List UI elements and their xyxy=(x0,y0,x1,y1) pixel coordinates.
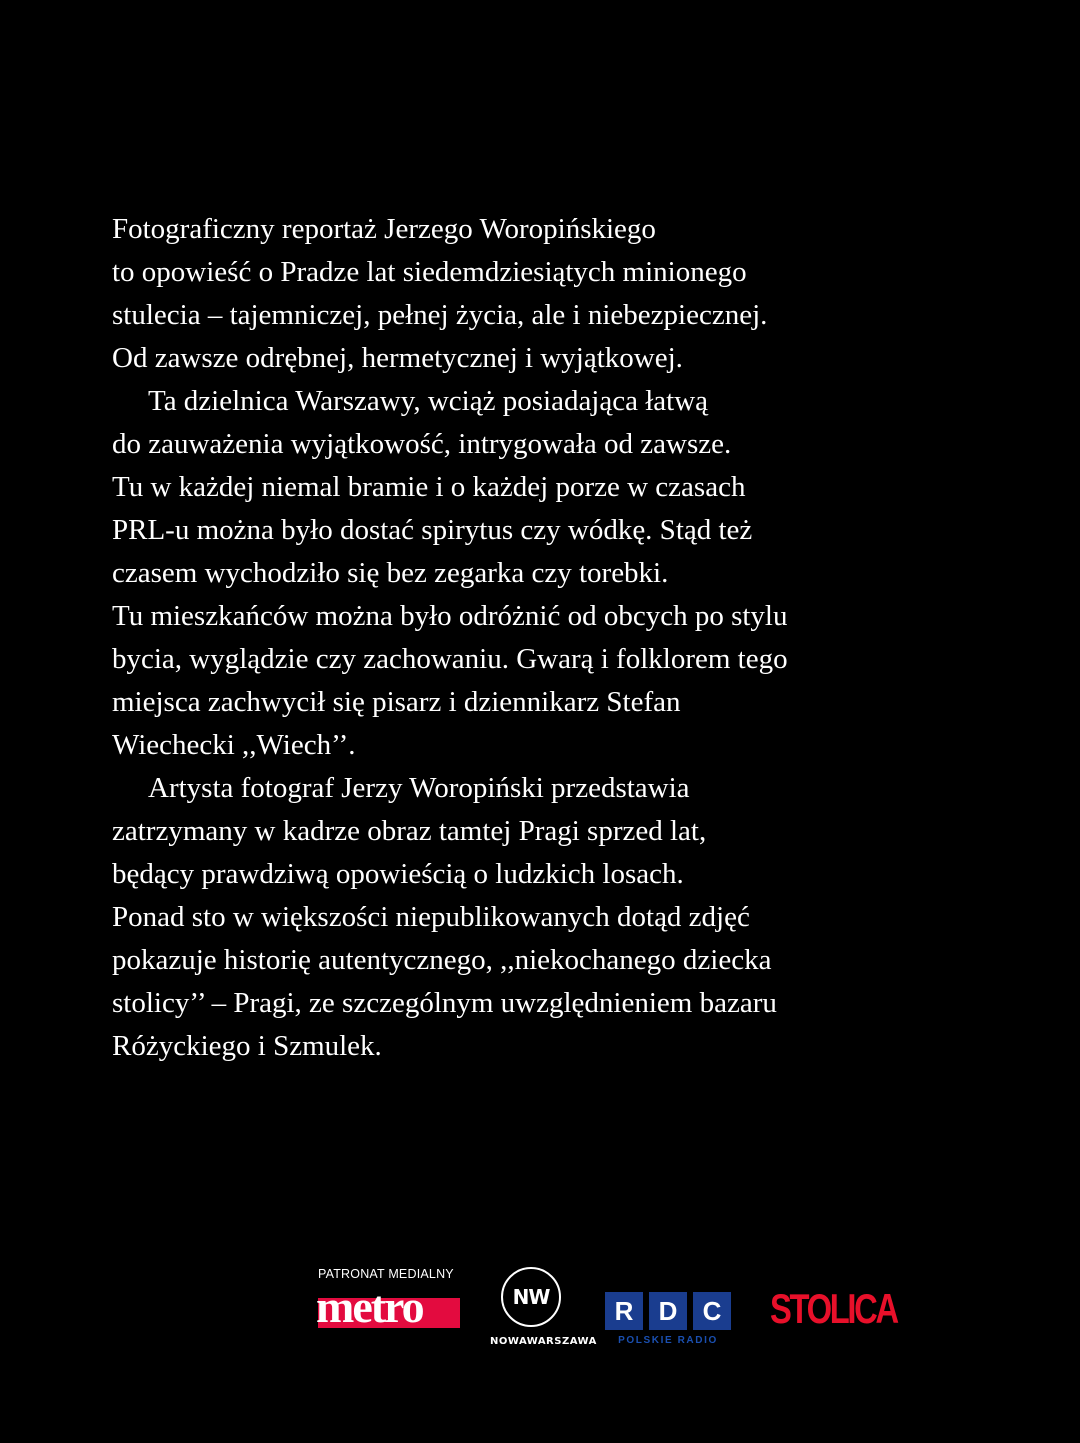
nw-name: NOWAWARSZAWA xyxy=(490,1336,597,1347)
blurb-line: bycia, wyglądzie czy zachowaniu. Gwarą i folklorem tego xyxy=(112,643,788,675)
blurb-line: zatrzymany w kadrze obraz tamtej Pragi sprzed lat, xyxy=(112,815,707,847)
blurb-line: Fotograficzny reportaż Jerzego Woropińskiego xyxy=(112,213,656,245)
rdc-subtitle: POLSKIE RADIO xyxy=(618,1335,718,1346)
rdc-logo xyxy=(605,1292,731,1348)
blurb-line: do zauważenia wyjątkowość, intrygowała od zawsze. xyxy=(112,428,732,460)
blurb-line: Wiechecki ,,Wiech’’. xyxy=(112,729,356,761)
metro-logo-text: metro xyxy=(316,1281,423,1332)
blurb-line: Od zawsze odrębnej, hermetycznej i wyjątkowej. xyxy=(112,342,683,374)
blurb-line: pokazuje historię autentycznego, ,,niekochanego dziecka xyxy=(112,944,772,976)
blurb-line: Tu mieszkańców można było odróżnić od obcych po stylu xyxy=(112,600,788,632)
stolica-logo: STOLICA xyxy=(770,1285,897,1332)
rdc-letter-c: C xyxy=(693,1292,731,1330)
back-cover-blurb xyxy=(112,208,912,1068)
metro-logo xyxy=(316,1281,460,1332)
media-patrons-strip xyxy=(0,1260,1080,1370)
blurb-line: to opowieść o Pradze lat siedemdziesiątych minionego xyxy=(112,256,747,288)
blurb-line: stolicy’’ – Pragi, ze szczególnym uwzględnieniem bazaru xyxy=(112,987,777,1019)
blurb-line: Ta dzielnica Warszawy, wciąż posiadająca łatwą xyxy=(148,385,709,417)
blurb-line: PRL-u można było dostać spirytus czy wódkę. Stąd też xyxy=(112,514,753,546)
blurb-line: będący prawdziwą opowieścią o ludzkich losach. xyxy=(112,858,684,890)
rdc-letter-d: D xyxy=(649,1292,687,1330)
blurb-line: Ponad sto w większości niepublikowanych dotąd zdjęć xyxy=(112,901,750,933)
blurb-line: czasem wychodziło się bez zegarka czy torebki. xyxy=(112,557,669,589)
blurb-line: Różyckiego i Szmulek. xyxy=(112,1030,382,1062)
nw-monogram: NW xyxy=(501,1267,561,1327)
blurb-line: stulecia – tajemniczej, pełnej życia, ale i niebezpiecznej. xyxy=(112,299,768,331)
blurb-line: miejsca zachwycił się pisarz i dziennikarz Stefan xyxy=(112,686,681,718)
blurb-line: Tu w każdej niemal bramie i o każdej porze w czasach xyxy=(112,471,746,503)
patronat-medialny-label: PATRONAT MEDIALNY xyxy=(318,1267,454,1281)
rdc-letter-r: R xyxy=(605,1292,643,1330)
blurb-line: Artysta fotograf Jerzy Woropiński przedstawia xyxy=(148,772,690,804)
nowa-warszawa-logo xyxy=(490,1267,597,1351)
